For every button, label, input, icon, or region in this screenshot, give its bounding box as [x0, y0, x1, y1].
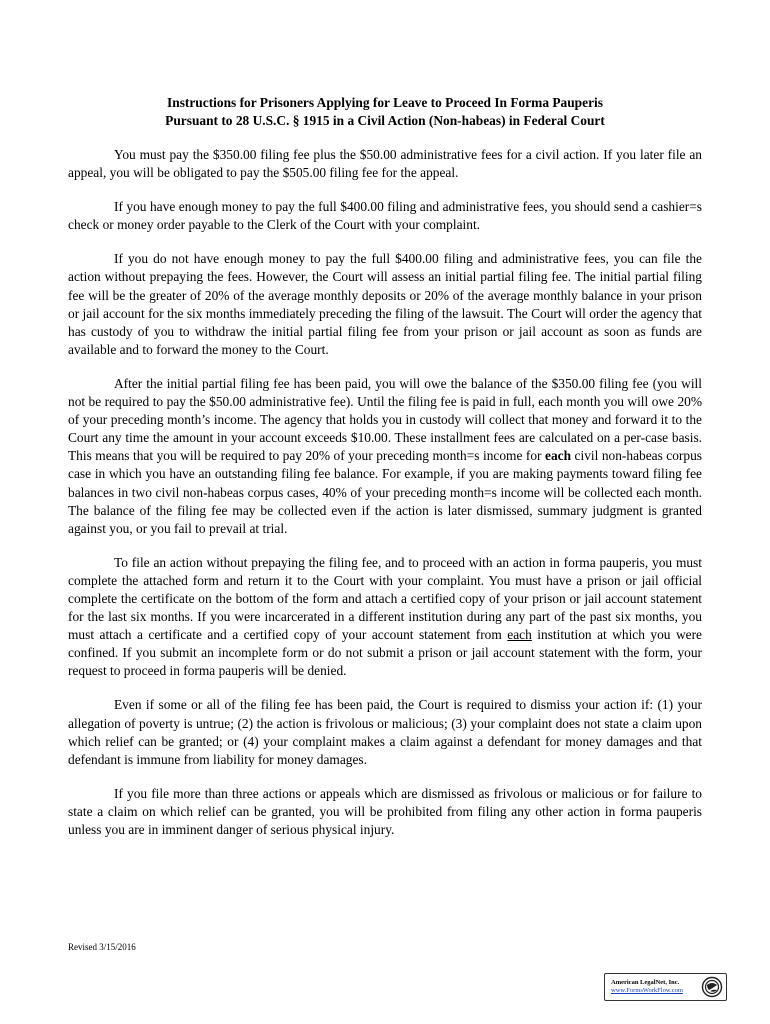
paragraph-partial-fee: If you do not have enough money to pay the full $400.00 filing and administrative fees, you can file the action without prepaying the fees. However, the Court will assess an initial partial filing fee. The initial partial filing fee will be the greater of 20% of the average monthly deposits or 20% of the average monthly balance in your prison or jail account for the six months immediately preceding the filing of the lawsuit. The Court will order the agency that has custody of you to withdraw the initial partial filing fee from your prison or jail account as soon as funds are available and to forward the money to the Court.	[68, 251, 702, 357]
title-line-2: Pursuant to 28 U.S.C. § 1915 in a Civil Action (Non-habeas) in Federal Court	[165, 113, 605, 128]
document-body	[68, 94, 702, 839]
paragraph-ifp-procedure	[68, 554, 702, 681]
paragraph-filing-fee: You must pay the $350.00 filing fee plus the $50.00 administrative fees for a civil action. If you later file an appeal, you will be obligated to pay the $505.00 filing fee for the appeal.	[68, 147, 702, 181]
procedure-text-1: To file an action without prepaying the filing fee, and to proceed with an action in forma pauperis, you must complete the attached form and return it to the Court with your complaint. You must have a prison or jail official complete the certificate on the bottom of the form and attach a certified copy of your prison or jail account statement for the last six months. If you were incarcerated in a different institution during any part of the past six months, you must attach a certificate and a certified copy of your account statement from	[68, 554, 702, 643]
paragraph-installments	[68, 375, 702, 538]
paragraph-dismissal: Even if some or all of the filing fee has been paid, the Court is required to dismiss your action if: (1) your allegation of poverty is untrue; (2) the action is frivolous or malicious; (3) your complaint does not state a claim upon which relief can be granted; or (4) your complaint makes a claim against a defendant for money damages and that defendant is immune from liability for money damages.	[68, 697, 702, 767]
footer-badge	[604, 973, 727, 1001]
installments-text-1: After the initial partial filing fee has been paid, you will owe the balance of the $350.00 filing fee (you will not be required to pay the $50.00 administrative fee). Until the filing fee is paid in full, each month you will owe 20% of your preceding month’s income. The agency that holds you in custody will collect that money and forward it to the Court any time the amount in your account exceeds $10.00. These installment fees are calculated on a per-case basis. This means that you will be required to pay 20% of your preceding month=s income for	[68, 375, 702, 464]
title-line-1: Instructions for Prisoners Applying for Leave to Proceed In Forma Pauperis	[167, 95, 603, 110]
paragraph-three-strikes: If you file more than three actions or appeals which are dismissed as frivolous or malicious or for failure to state a claim on which relief can be granted, you will be prohibited from filing any other action in forma pauperis unless you are in imminent danger of serious physical injury.	[68, 785, 702, 837]
document-title	[68, 94, 702, 130]
footer-text	[605, 979, 701, 996]
footer-company: American LegalNet, Inc.	[611, 978, 680, 986]
procedure-emphasis: each	[507, 627, 532, 643]
procedure-text-2: institution at which you were confined. If you submit an incomplete form or do not submit a prison or jail account statement with the form, your request to proceed in forma pauperis will be denied.	[68, 627, 702, 679]
installments-emphasis: each	[545, 448, 572, 464]
globe-logo-icon	[701, 976, 723, 998]
footer-link[interactable]: www.FormsWorkFlow.com	[611, 987, 683, 994]
paragraph-full-payment: If you have enough money to pay the full $400.00 filing and administrative fees, you should send a cashier=s check or money order payable to the Clerk of the Court with your complaint.	[68, 199, 702, 233]
revised-date: Revised 3/15/2016	[68, 942, 136, 952]
installments-text-2: civil non-habeas corpus case in which you have an outstanding filing fee balance. For example, if you are making payments toward filing fee balances in two civil non-habeas corpus cases, 40% of your preceding month=s income will be collected each month. The balance of the filing fee may be collected even if the action is later dismissed, summary judgment is granted against you, or you fail to prevail at trial.	[68, 448, 702, 536]
